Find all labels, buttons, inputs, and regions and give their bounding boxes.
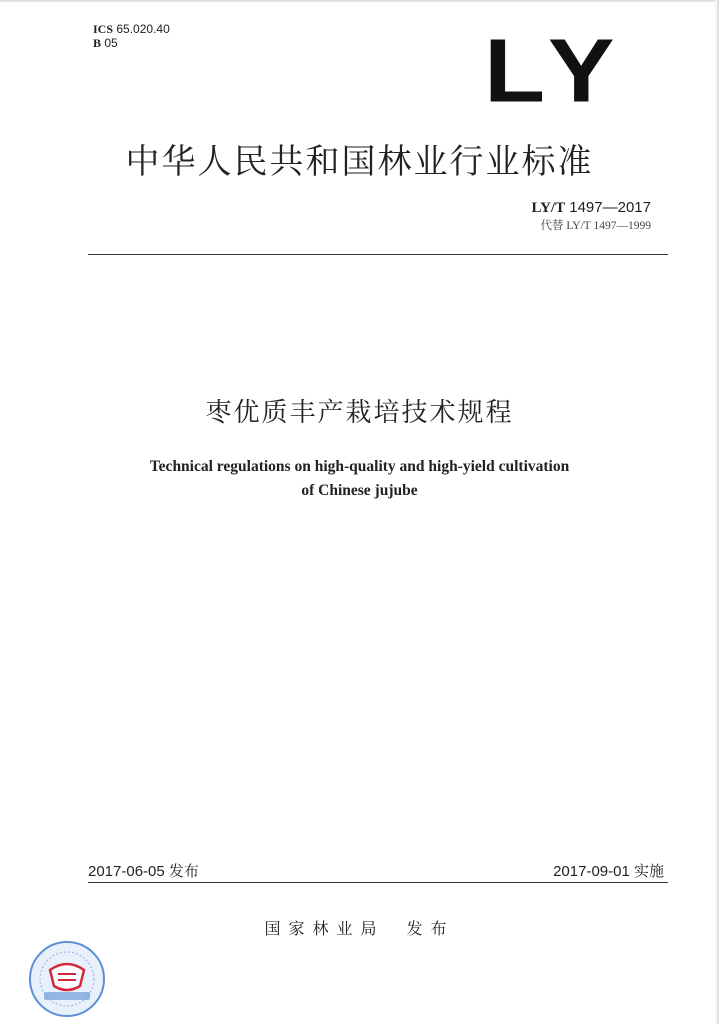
issue-date: 2017-06-05 发布 <box>88 863 199 880</box>
top-divider <box>88 254 668 255</box>
issuer-org: 国家林业局 <box>264 921 385 938</box>
ccs-label: B <box>93 36 102 50</box>
ics-value: 65.020.40 <box>116 22 170 36</box>
bottom-divider <box>88 882 668 883</box>
ccs-value: 05 <box>104 36 118 50</box>
scan-edge-top <box>0 0 719 3</box>
standard-category-title: 中华人民共和国林业行业标准 <box>125 142 594 182</box>
document-title-en-line2: of Chinese jujube <box>301 482 418 499</box>
ccs-code <box>93 36 170 50</box>
standard-number-value: 1497—2017 <box>569 199 651 216</box>
ics-code <box>93 22 170 36</box>
issuer-action: 发布 <box>406 921 455 938</box>
publisher-stamp-icon <box>28 940 106 1018</box>
classification-codes <box>93 22 170 50</box>
implementation-date: 2017-09-01 实施 <box>553 863 664 880</box>
ly-logo: LY <box>484 20 627 122</box>
replaces-standard: 代替 LY/T 1497—1999 <box>540 220 651 232</box>
ics-label: ICS <box>93 22 114 36</box>
standard-number-prefix: LY/T <box>531 200 566 216</box>
document-title-cn: 枣优质丰产栽培技术规程 <box>205 398 514 428</box>
issuing-authority <box>0 916 719 939</box>
document-title-en-line1: Technical regulations on high-quality and high-yield cultivation <box>149 458 570 475</box>
standard-number <box>531 199 651 217</box>
document-title-en <box>0 455 719 503</box>
